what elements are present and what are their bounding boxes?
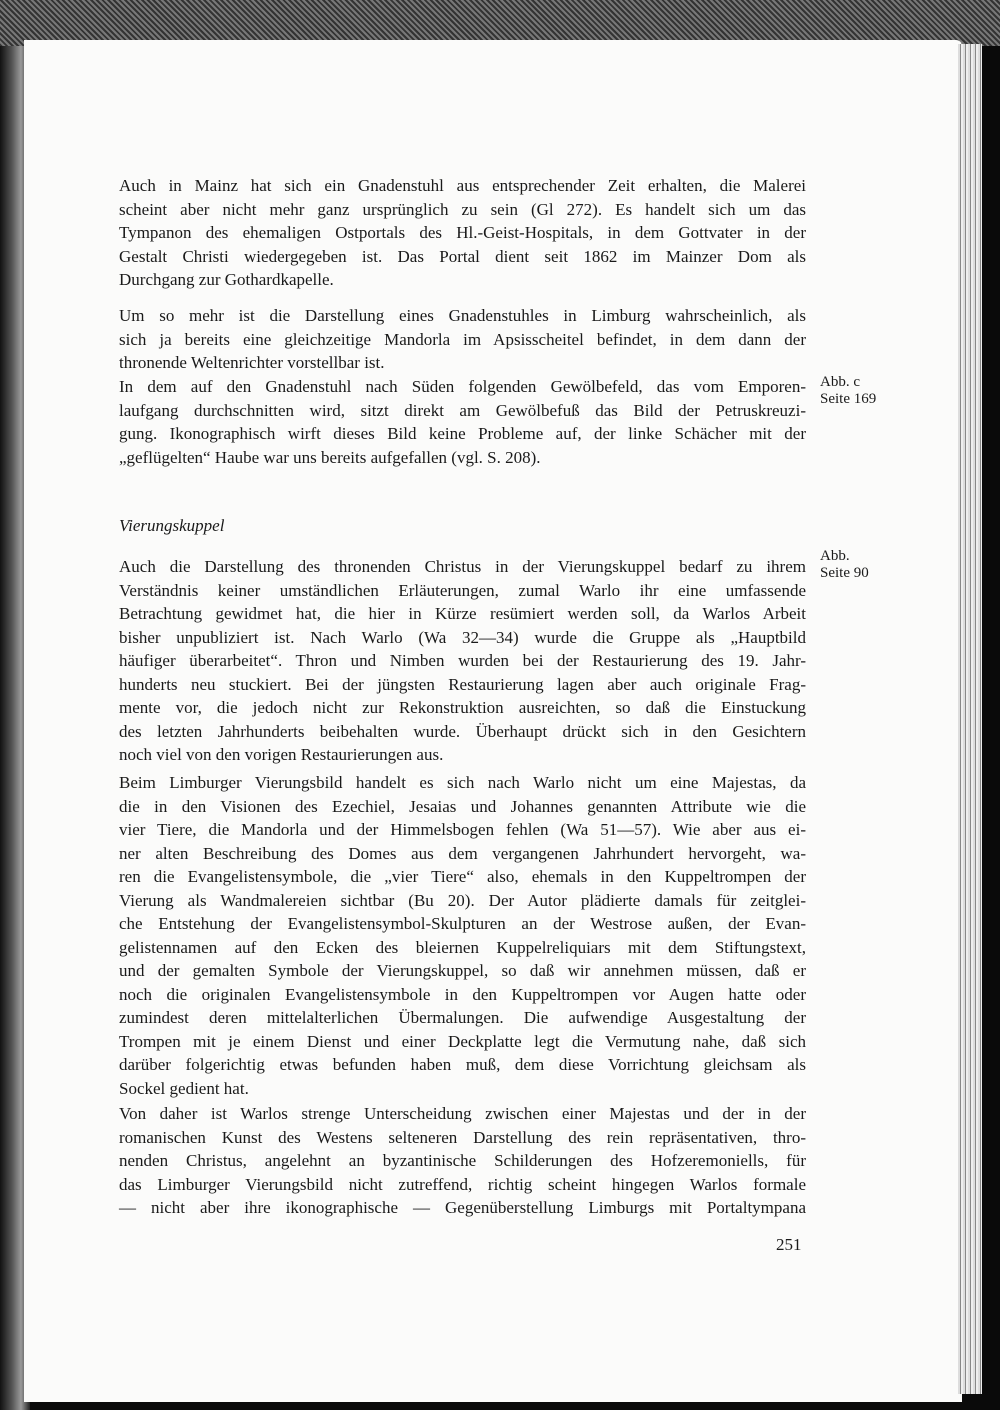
section-heading: Vierungskuppel	[119, 516, 225, 535]
text-line: darüber folgerichtig etwas befunden haben muß, dem diese Vorrichtung gleichsam als	[119, 1055, 806, 1074]
margin-note-ref: Abb. c	[820, 374, 860, 390]
text-line: — nicht aber ihre ikonographische — Gegenüberstellung Limburgs mit Portaltympana	[119, 1198, 806, 1217]
text-line: Gestalt Christi wiedergegeben ist. Das Portal dient seit 1862 im Mainzer Dom als	[119, 246, 806, 266]
text-line: vier Tiere, die Mandorla und der Himmelsbogen fehlen (Wa 51—57). Wie aber aus ei-	[119, 820, 806, 839]
text-line: sich ja bereits eine gleichzeitige Mandorla im Apsisscheitel befindet, in dem dann der	[119, 329, 806, 349]
text-line: die in den Visionen des Ezechiel, Jesaias und Johannes genannten Attribute wie die	[119, 796, 806, 816]
text-line: nenden Christus, angelehnt an byzantinische Schilderungen des Hofzeremoniells, für	[119, 1151, 806, 1170]
paragraph	[119, 304, 806, 375]
text-line: che Entstehung der Evangelistensymbol-Skulpturen an der Westrose außen, der Evan-	[119, 914, 806, 933]
text-line: In dem auf den Gnadenstuhl nach Süden folgenden Gewölbefeld, das vom Emporen-	[119, 377, 806, 396]
margin-note-page: Seite 169	[820, 391, 877, 407]
text-line: Tympanon des ehemaligen Ostportals des Hl.-Geist-Hospitals, in dem Gottvater in der	[119, 223, 806, 242]
paragraph	[119, 174, 806, 292]
paragraph	[119, 1102, 806, 1220]
text-line: romanischen Kunst des Westens selteneren Darstellung des rein repräsentativen, thro-	[119, 1127, 806, 1147]
text-line: Auch die Darstellung des thronenden Christus in der Vierungskuppel bedarf zu ihrem	[119, 557, 806, 576]
paragraph	[119, 771, 806, 1100]
text-line: hunderts neu stuckiert. Bei der jüngsten Restaurierung lagen aber auch originale Frag-	[119, 674, 806, 694]
text-line: und der gemalten Symbole der Vierungskuppel, so daß wir annehmen müssen, daß er	[119, 961, 806, 980]
paragraph	[119, 555, 806, 767]
text-line: gelistennamen auf den Ecken des bleiernen Kuppelreliquiars mit dem Stiftungstext,	[119, 937, 806, 957]
text-line: laufgang durchschnitten wird, sitzt direkt am Gewölbefuß das Bild der Petruskreuzi-	[119, 400, 806, 420]
text-line: bisher unpubliziert ist. Nach Warlo (Wa 32—34) wurde die Gruppe als „Hauptbild	[119, 627, 806, 647]
margin-note-page: Seite 90	[820, 565, 869, 581]
text-line: noch viel von den vorigen Restaurierungen aus.	[119, 745, 444, 764]
text-line: Verständnis keiner umständlichen Erläuterungen, zumal Warlo ihr eine umfassende	[119, 580, 806, 600]
text-line: Beim Limburger Vierungsbild handelt es sich nach Warlo nicht um eine Majestas, da	[119, 773, 806, 792]
text-line: Trompen mit je einem Dienst und einer Deckplatte legt die Vermutung nahe, daß sich	[119, 1031, 806, 1051]
text-line: das Limburger Vierungsbild nicht zutreffend, richtig scheint hingegen Warlos formale	[119, 1174, 806, 1194]
paragraph	[119, 375, 806, 469]
text-line: ren die Evangelistensymbole, die „vier Tiere“ also, ehemals in den Kuppeltrompen der	[119, 867, 806, 886]
text-line: mente vor, die jedoch nicht zur Rekonstruktion ausreichten, so daß die Einstuckung	[119, 698, 806, 717]
text-line: „geflügelten“ Haube war uns bereits aufgefallen (vgl. S. 208).	[119, 447, 541, 467]
text-line: scheint aber nicht mehr ganz ursprünglich zu sein (Gl 272). Es handelt sich um das	[119, 199, 806, 219]
text-line: Betrachtung gewidmet hat, die hier in Kürze resümiert werden soll, da Warlos Arbeit	[119, 604, 806, 623]
text-line: Vierung als Wandmalereien sichtbar (Bu 20). Der Autor plädierte damals für zeitglei-	[119, 890, 806, 910]
text-line: Sockel gedient hat.	[119, 1078, 249, 1098]
text-line: Auch in Mainz hat sich ein Gnadenstuhl aus entsprechender Zeit erhalten, die Malerei	[119, 176, 806, 195]
text-line: gung. Ikonographisch wirft dieses Bild keine Probleme auf, der linke Schächer mit der	[119, 424, 806, 443]
text-line: Von daher ist Warlos strenge Unterscheidung zwischen einer Majestas und der in der	[119, 1104, 806, 1123]
text-line: Durchgang zur Gothardkapelle.	[119, 270, 334, 289]
text-line: des letzten Jahrhunderts beibehalten wurde. Überhaupt drückt sich in den Gesichtern	[119, 721, 806, 741]
text-line: noch die originalen Evangelistensymbole in den Kuppeltrompen vor Augen hatte oder	[119, 984, 806, 1004]
margin-note	[820, 548, 869, 582]
margin-note-ref: Abb.	[820, 548, 850, 564]
page-edges	[958, 44, 982, 1394]
page-number: 251	[776, 1235, 802, 1254]
text-line: ner alten Beschreibung des Domes aus dem vergangenen Jahrhundert hervorgeht, wa-	[119, 843, 806, 863]
text-line: thronende Weltenrichter vorstellbar ist.	[119, 353, 385, 372]
margin-note	[820, 374, 876, 408]
text-line: Um so mehr ist die Darstellung eines Gnadenstuhles in Limburg wahrscheinlich, als	[119, 306, 806, 325]
text-line: zumindest deren mittelalterlichen Übermalungen. Die aufwendige Ausgestaltung der	[119, 1008, 806, 1027]
text-line: häufiger überarbeitet“. Thron und Nimben wurden bei der Restaurierung des 19. Jahr-	[119, 651, 806, 670]
